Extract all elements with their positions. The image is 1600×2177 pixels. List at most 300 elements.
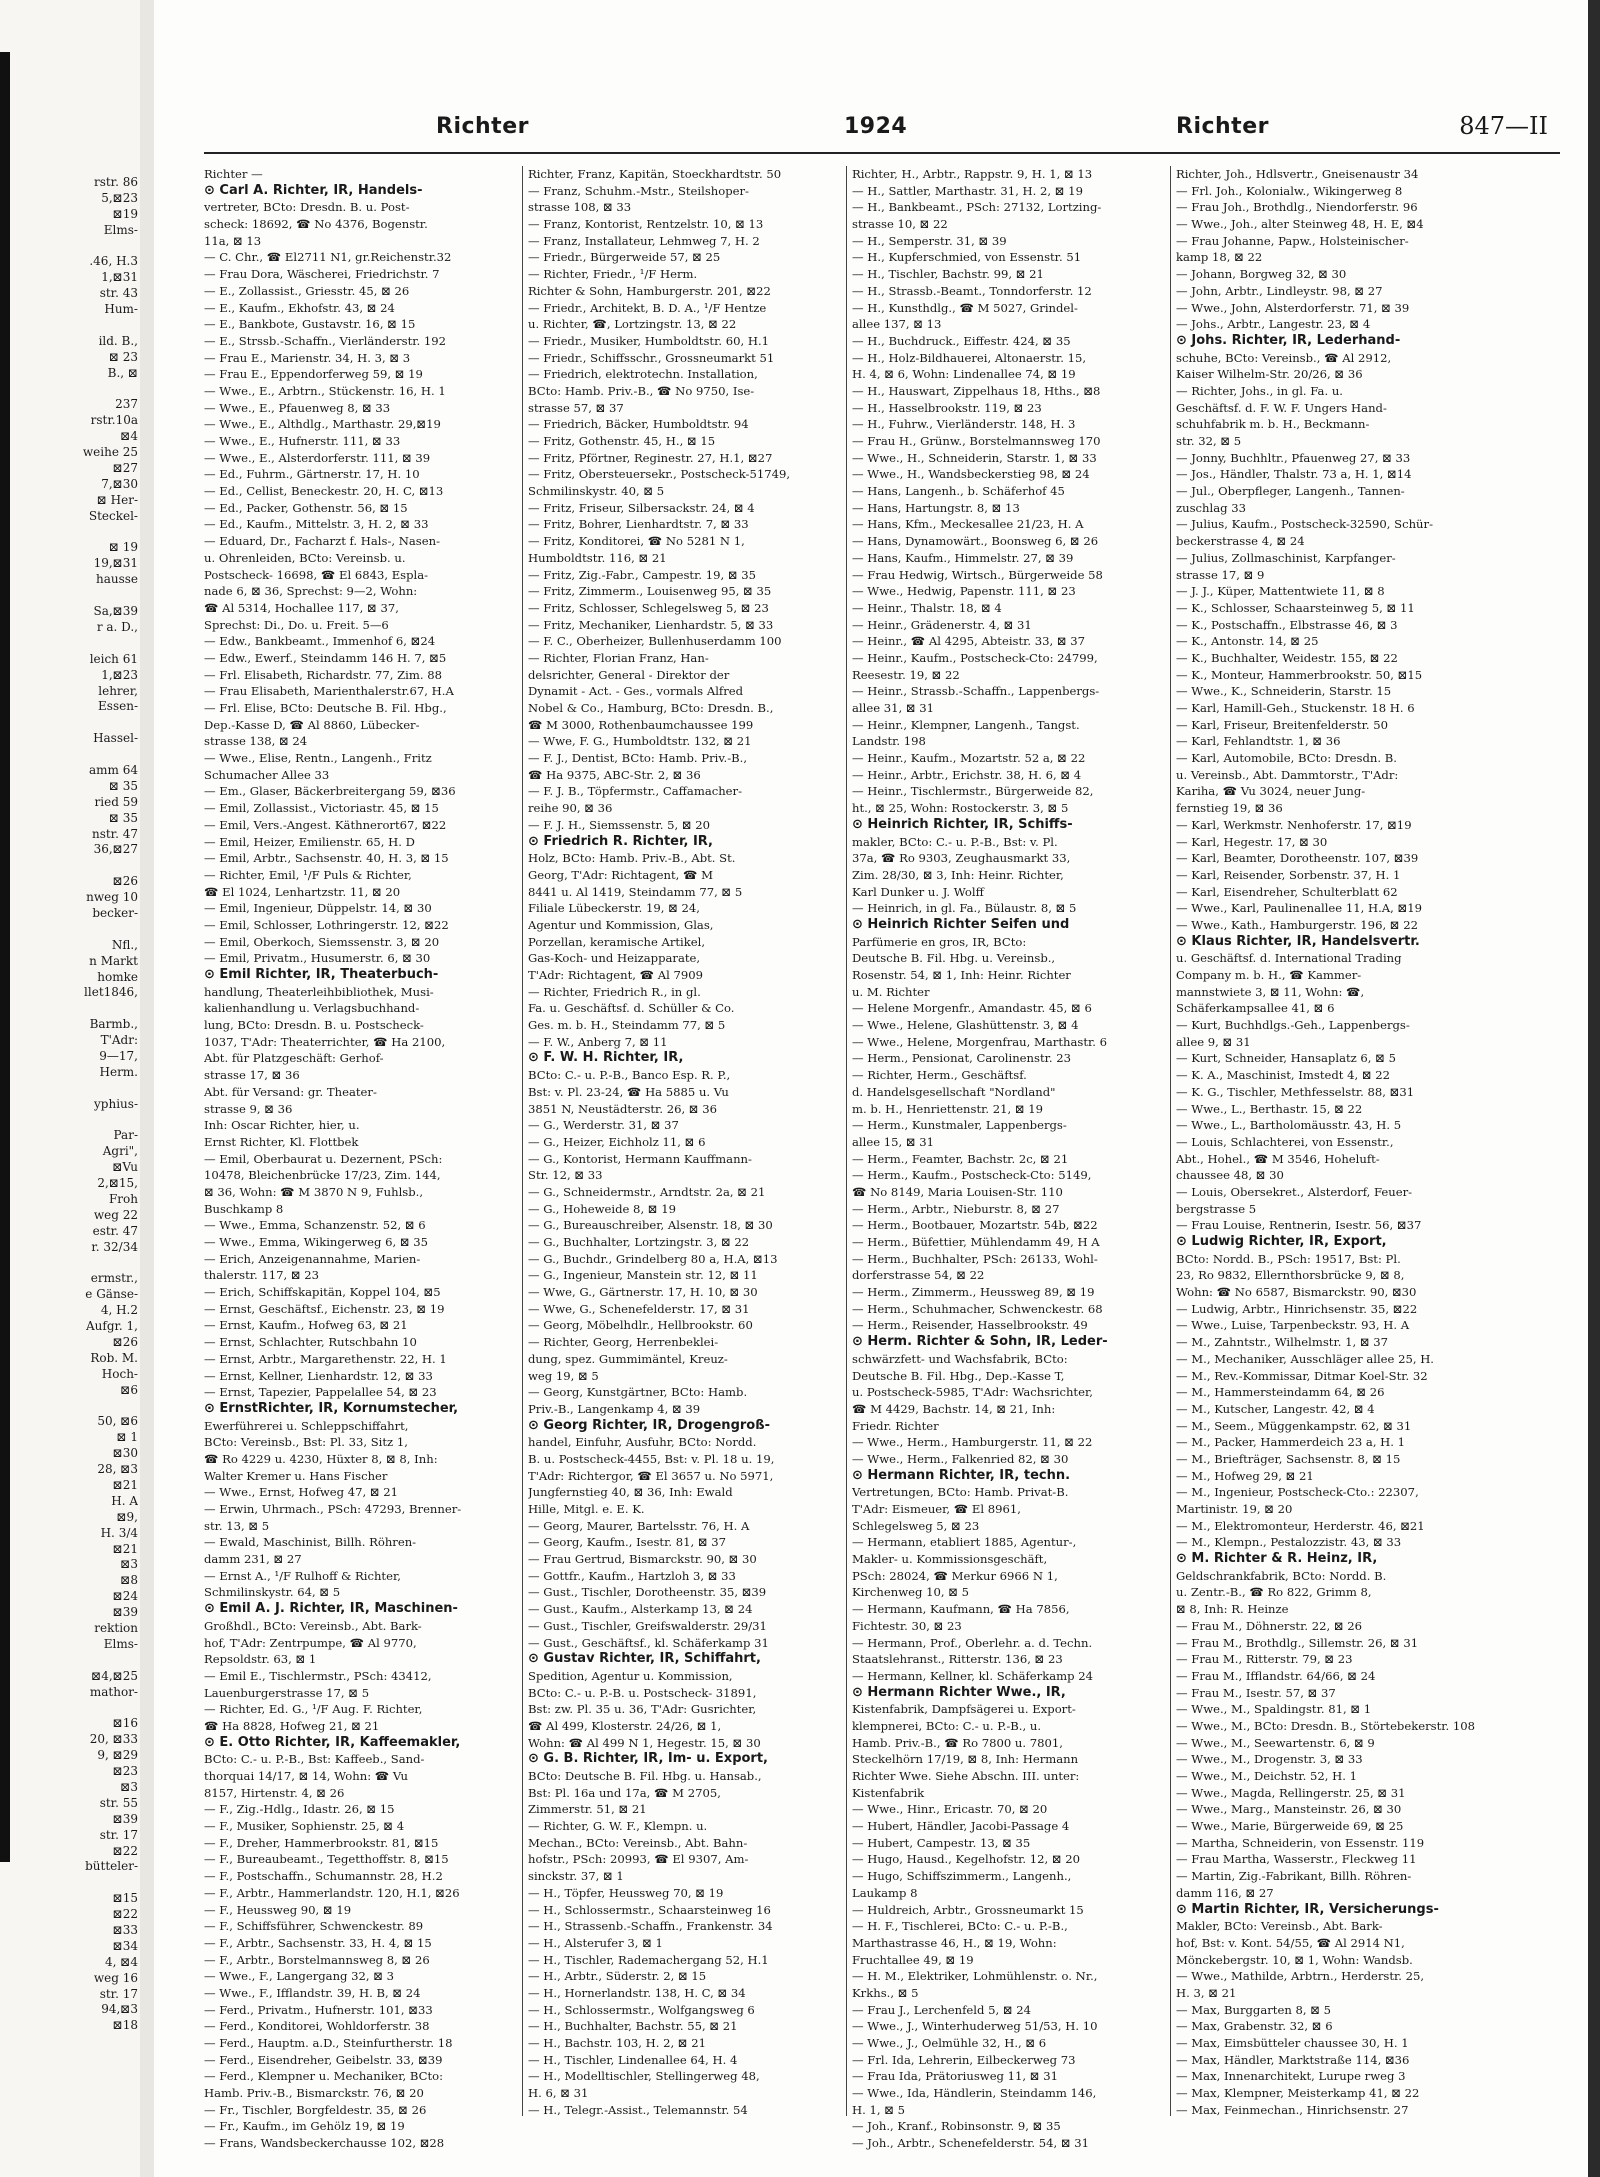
directory-entry-line: — Kurt, Buchhdlgs.-Geh., Lappenbergs- (1176, 1018, 1410, 1033)
directory-entry-line: hof, Bst: v. Kont. 54/55, ☎ Al 2914 N1, (1176, 1935, 1405, 1950)
directory-entry-line: allee 15, ⊠ 31 (852, 1134, 935, 1149)
directory-entry-line: strasse 17, ⊠ 9 (1176, 567, 1265, 582)
directory-entry-line: — H., Buchdruck., Eiffestr. 424, ⊠ 35 (852, 333, 1071, 348)
fragment-line: str. 17 (99, 1827, 138, 1842)
directory-entry-line: Vertretungen, BCto: Hamb. Privat-B. (852, 1485, 1069, 1500)
directory-entry-line: — M., Seem., Müggenkampstr. 62, ⊠ 31 (1176, 1418, 1412, 1433)
directory-entry-line: Kirchenweg 10, ⊠ 5 (852, 1585, 969, 1600)
directory-entry-line: — Wwe., F., Langergang 32, ⊠ 3 (204, 1969, 395, 1984)
directory-entry-line: u. Zentr.-B., ☎ Ro 822, Grimm 8, (1176, 1585, 1372, 1600)
directory-entry-line: ⊙ E. Otto Richter, IR, Kaffeemakler, (204, 1734, 461, 1750)
directory-entry-line: — H., Kupferschmied, von Essenstr. 51 (852, 250, 1082, 265)
fragment-line: Agri", (102, 1144, 138, 1159)
directory-entry-line: weg 19, ⊠ 5 (528, 1368, 599, 1383)
directory-entry-line: dung, spez. Gummimäntel, Kreuz- (528, 1351, 728, 1366)
directory-entry-line: — H., Strassenb.-Schaffn., Frankenstr. 34 (528, 1919, 773, 1934)
directory-entry-line: ⊙ Heinrich Richter Seifen und (852, 916, 1070, 932)
directory-entry-line: — Edw., Ewerf., Steindamm 146 H. 7, ⊠5 (204, 650, 447, 665)
directory-entry-line: — K., Antonstr. 14, ⊠ 25 (1176, 634, 1319, 649)
directory-entry-line: — Wwe., Mathilde, Arbtrn., Herderstr. 25, (1176, 1969, 1425, 1984)
running-header (206, 112, 1560, 148)
directory-entry-line: — Ernst, Kaufm., Hofweg 63, ⊠ 21 (204, 1318, 408, 1333)
directory-entry-line: — F., Arbtr., Borstelmannsweg 8, ⊠ 26 (204, 1952, 430, 1967)
directory-entry-line: — Frl. Elisabeth, Richardstr. 77, Zim. 88 (204, 667, 442, 682)
directory-entry-line: — H., Strassb.-Beamt., Tonndorferstr. 12 (852, 283, 1092, 298)
directory-entry-line: Buschkamp 8 (204, 1201, 284, 1216)
directory-entry-line: — Wwe., E., Hufnerstr. 111, ⊠ 33 (204, 434, 401, 448)
fragment-line: llet1846, (84, 985, 138, 1000)
fragment-line (8, 239, 138, 255)
directory-entry-line: — Frau Joh., Brothdlg., Niendorferstr. 96 (1176, 200, 1418, 215)
fragment-line: ⊠19 (112, 206, 138, 221)
directory-entry-line: — M., Klempn., Pestalozzistr. 43, ⊠ 33 (1176, 1535, 1402, 1550)
directory-entry-line: — Martin, Zig.-Fabrikant, Billh. Röhren- (1176, 1869, 1412, 1884)
directory-entry-line: — Karl, Werkmstr. Nenhoferstr. 17, ⊠19 (1176, 817, 1412, 832)
directory-entry-line: str. 13, ⊠ 5 (204, 1518, 270, 1533)
directory-entry-line: Schmilinskystr. 40, ⊠ 5 (528, 484, 665, 499)
directory-entry-line: 23, Ro 9832, Ellernthorsbrücke 9, ⊠ 8, (1176, 1268, 1405, 1283)
directory-entry-line: — F., Arbtr., Hammerlandstr. 120, H.1, ⊠26 (204, 1885, 460, 1900)
directory-entry-line: — Fritz, Pförtner, Reginestr. 27, H.1, ⊠27 (528, 450, 773, 465)
directory-entry-line: — Karl, Reisender, Sorbenstr. 37, H. 1 (1176, 867, 1401, 882)
directory-entry-line: Richter Wwe. Siehe Abschn. III. unter: (852, 1769, 1080, 1783)
column-4 (1176, 166, 1488, 2118)
directory-entry-line: — H., Tischler, Rademachergang 52, H.1 (528, 1952, 769, 1967)
fragment-line: ⊠26 (112, 1335, 138, 1350)
directory-entry-line: H. 4, ⊠ 6, Wohn: Lindenallee 74, ⊠ 19 (852, 367, 1076, 382)
fragment-line: 9—17, (99, 1048, 138, 1063)
directory-entry-line: — Herm., Büfettier, Mühlendamm 49, H A (852, 1235, 1100, 1249)
directory-entry-line: u. Geschäftsf. d. International Trading (1176, 951, 1402, 966)
directory-entry-line: ⊙ Emil Richter, IR, Theaterbuch- (204, 967, 439, 982)
directory-entry-line: Hamb. Priv.-B., Bismarckstr. 76, ⊠ 20 (204, 2086, 424, 2101)
fragment-line: ⊠15 (112, 1891, 138, 1906)
directory-entry-line: — Karl, Fehlandtstr. 1, ⊠ 36 (1176, 734, 1341, 749)
directory-entry-line: klempnerei, BCto: C.- u. P.-B., u. (852, 1718, 1042, 1733)
fragment-line: ermstr., (90, 1271, 138, 1286)
directory-entry-line: Holz, BCto: Hamb. Priv.-B., Abt. St. (528, 851, 736, 866)
fragment-line: ⊠34 (112, 1938, 138, 1953)
fragment-line: ⊠Vu (112, 1160, 138, 1175)
directory-entry-line: Schmilinskystr. 64, ⊠ 5 (204, 1585, 341, 1600)
fragment-line: weg 16 (93, 1970, 138, 1985)
directory-entry-line: u. Postscheck-5985, T'Adr: Wachsrichter, (852, 1385, 1093, 1400)
directory-entry-line: Zimmerstr. 51, ⊠ 21 (528, 1802, 647, 1817)
directory-entry-line: — Frl. Ida, Lehrerin, Eilbeckerweg 73 (852, 2052, 1076, 2067)
directory-entry-line: ⊙ Klaus Richter, IR, Handelsvertr. (1176, 933, 1420, 949)
directory-entry-line: — Frau E., Eppendorferweg 59, ⊠ 19 (204, 367, 423, 382)
directory-entry-line: — Richter, Johs., in gl. Fa. u. (1176, 383, 1343, 398)
directory-entry-line: — Gottfr., Kaufm., Hartzloh 3, ⊠ 33 (528, 1568, 736, 1583)
directory-entry-line: allee 137, ⊠ 13 (852, 317, 942, 332)
fragment-line (8, 1113, 138, 1129)
directory-entry-line: Kistenfabrik (852, 1785, 925, 1800)
directory-entry-line: ⊙ Carl A. Richter, IR, Handels- (204, 182, 423, 198)
directory-entry-line: fernstieg 19, ⊠ 36 (1176, 801, 1283, 816)
directory-entry-line: — Frau E., Marienstr. 34, H. 3, ⊠ 3 (204, 350, 411, 365)
header-right-name: Richter (1176, 114, 1269, 139)
directory-entry-line: — Fr., Kaufm., im Gehölz 19, ⊠ 19 (204, 2119, 405, 2134)
directory-entry-line: — Erich, Anzeigenannahme, Marien- (204, 1251, 421, 1266)
directory-entry-line: — Frau M., Ritterstr. 79, ⊠ 23 (1176, 1652, 1353, 1667)
directory-entry-line: — Ewald, Maschinist, Billh. Röhren- (204, 1535, 417, 1550)
directory-entry-line: — Emil, Arbtr., Sachsenstr. 40, H. 3, ⊠ 15 (204, 851, 449, 866)
fragment-line (8, 1653, 138, 1669)
directory-entry-line: — H., Schlossermstr., Wolfgangsweg 6 (528, 2002, 755, 2017)
fragment-line: ⊠21 (112, 1478, 138, 1493)
directory-entry-line: — Karl, Friseur, Breitenfelderstr. 50 (1176, 717, 1388, 732)
directory-entry-line: — Joh., Arbtr., Schenefelderstr. 54, ⊠ 31 (852, 2136, 1090, 2151)
fragment-line: ⊠4 (120, 429, 138, 444)
directory-entry-line: thalerstr. 117, ⊠ 23 (204, 1268, 320, 1283)
directory-entry-line: 8441 u. Al 1419, Steindamm 77, ⊠ 5 (528, 884, 743, 899)
directory-entry-line: 8157, Hirtenstr. 4, ⊠ 26 (204, 1785, 345, 1800)
directory-entry-line: — Hugo, Hausd., Kegelhofstr. 12, ⊠ 20 (852, 1852, 1081, 1867)
fragment-line: rstr.10a (90, 413, 138, 428)
directory-entry-line: — Kurt, Schneider, Hansaplatz 6, ⊠ 5 (1176, 1051, 1396, 1066)
directory-entry-line: — Emil, Vers.-Angest. Käthnerort67, ⊠22 (204, 817, 447, 832)
adjacent-page-fragment (0, 0, 142, 2177)
directory-entry-line: — Wwe., L., Berthastr. 15, ⊠ 22 (1176, 1101, 1363, 1116)
fragment-line: ⊠ Her- (96, 492, 138, 507)
directory-entry-line: — Frau J., Lerchenfeld 5, ⊠ 24 (852, 2002, 1031, 2017)
fragment-line: 28, ⊠3 (97, 1462, 138, 1477)
directory-entry-line: — Ernst, Geschäftsf., Eichenstr. 23, ⊠ 19 (204, 1301, 445, 1316)
directory-entry-line: — Hermann, Kellner, kl. Schäferkamp 24 (852, 1668, 1093, 1683)
directory-entry-line: Mechan., BCto: Vereinsb., Abt. Bahn- (528, 1835, 748, 1850)
fragment-line: 20, ⊠33 (89, 1732, 138, 1747)
directory-entry-line: ⊙ Georg Richter, IR, Drogengroß- (528, 1417, 770, 1433)
directory-entry-line: — Georg, Maurer, Bartelsstr. 76, H. A (528, 1518, 750, 1533)
fragment-line (8, 588, 138, 604)
directory-entry-line: Fruchtallee 49, ⊠ 19 (852, 1952, 974, 1967)
fragment-line: Hoch- (101, 1366, 138, 1381)
directory-entry-line: — Wwe., J., Winterhuderweg 51/53, H. 10 (852, 2019, 1098, 2034)
directory-entry-line: kamp 18, ⊠ 22 (1176, 250, 1263, 265)
directory-entry-line: ⊙ Johs. Richter, IR, Lederhand- (1176, 332, 1401, 348)
directory-entry-line: — F. C., Oberheizer, Bullenhuserdamm 100 (528, 634, 782, 649)
directory-entry-line: str. 32, ⊠ 5 (1176, 434, 1242, 448)
book-gutter (140, 0, 154, 2177)
directory-entry-line: — G., Buchhalter, Lortzingstr. 3, ⊠ 22 (528, 1235, 750, 1249)
directory-entry-line: Krkhs., ⊠ 5 (852, 1985, 919, 2000)
directory-entry-line: 10478, Bleichenbrücke 17/23, Zim. 144, (204, 1168, 441, 1183)
directory-entry-line: — H., Hauswart, Zippelhaus 18, Hths., ⊠8 (852, 383, 1101, 398)
directory-entry-line: — G., Werderstr. 31, ⊠ 37 (528, 1118, 679, 1133)
directory-entry-line: — Hermann, Kaufmann, ☎ Ha 7856, (852, 1602, 1070, 1617)
fragment-line: amm 64 (89, 762, 138, 777)
directory-entry-line: Schäferkampsallee 41, ⊠ 6 (1176, 1001, 1335, 1016)
directory-entry-line: Geschäftsf. d. F. W. F. Ungers Hand- (1176, 400, 1387, 415)
directory-entry-line: — Julius, Zollmaschinist, Karpfanger- (1176, 550, 1396, 565)
directory-entry-line: Reesestr. 19, ⊠ 22 (852, 667, 960, 682)
directory-entry-line: — Richter, Georg, Herrenbeklei- (528, 1335, 719, 1350)
directory-entry-line: — Herm., Kunstmaler, Lappenbergs- (852, 1118, 1067, 1133)
fragment-line: B., ⊠ (107, 365, 138, 380)
directory-entry-line: — Ernst, Kellner, Lienhardstr. 12, ⊠ 33 (204, 1368, 433, 1383)
directory-entry-line: Großhdl., BCto: Vereinsb., Abt. Bark- (204, 1618, 422, 1633)
header-rule (204, 152, 1560, 154)
directory-entry-line: — Wwe., Hedwig, Papenstr. 111, ⊠ 23 (852, 584, 1076, 599)
directory-entry-line: Dep.-Kasse D, ☎ Al 8860, Lübecker- (204, 717, 420, 732)
directory-entry-line: — F., Heussweg 90, ⊠ 19 (204, 1902, 352, 1917)
directory-entry-line: — Max, Eimsbütteler chaussee 30, H. 1 (1176, 2036, 1409, 2050)
directory-entry-line: m. b. H., Henriettenstr. 21, ⊠ 19 (852, 1101, 1044, 1116)
directory-entry-line: — K., Monteur, Hammerbrookstr. 50, ⊠15 (1176, 667, 1423, 682)
fragment-line: ⊠3 (120, 1557, 138, 1572)
column-1 (204, 166, 516, 2152)
directory-entry-line: — Emil, Oberkoch, Siemssenstr. 3, ⊠ 20 (204, 934, 440, 949)
fragment-line: Hassel- (93, 731, 138, 746)
directory-entry-line: u. Richter, ☎, Lortzingstr. 13, ⊠ 22 (528, 317, 737, 332)
directory-entry-line: — Frau Hedwig, Wirtsch., Bürgerweide 58 (852, 567, 1103, 582)
directory-entry-line: — G., Ingenieur, Manstein str. 12, ⊠ 11 (528, 1268, 758, 1283)
directory-entry-line: damm 231, ⊠ 27 (204, 1552, 302, 1567)
directory-entry-line: — Frau M., Ifflandstr. 64/66, ⊠ 24 (1176, 1668, 1376, 1683)
fragment-line (8, 1001, 138, 1017)
directory-entry-line: T'Adr: Richtergor, ☎ El 3657 u. No 5971, (528, 1468, 774, 1483)
directory-entry-line: — Herm., Zimmerm., Heussweg 89, ⊠ 19 (852, 1285, 1095, 1300)
directory-entry-line: — Max, Händler, Marktstraße 114, ⊠36 (1176, 2052, 1410, 2067)
fragment-line: Nfl., (111, 937, 138, 952)
directory-entry-line: — Herm., Arbtr., Nieburstr. 8, ⊠ 27 (852, 1201, 1060, 1216)
directory-entry-line: T'Adr: Eismeuer, ☎ El 8961, (852, 1502, 1021, 1516)
fragment-line: weg 22 (93, 1207, 138, 1222)
fragment-line: ried 59 (94, 794, 138, 809)
directory-entry-line: — F., Schiffsführer, Schwenckestr. 89 (204, 1919, 424, 1934)
directory-entry-line: Georg, T'Adr: Richtagent, ☎ M (528, 867, 714, 882)
fragment-line (8, 382, 138, 398)
directory-entry-line: Richter & Sohn, Hamburgerstr. 201, ⊠22 (528, 283, 771, 298)
directory-entry-line: BCto: C.- u. P.-B., Bst: Kaffeeb., Sand- (204, 1752, 425, 1767)
directory-entry-line: — Frans, Wandsbeckerchausse 102, ⊠28 (204, 2136, 445, 2151)
directory-entry-line: 11a, ⊠ 13 (204, 233, 262, 248)
directory-entry-line: — H., Fuhrw., Vierländerstr. 148, H. 3 (852, 417, 1076, 432)
directory-entry-line: — Fritz, Bohrer, Lienhardtstr. 7, ⊠ 33 (528, 517, 749, 532)
directory-entry-line: — Heinr., Kaufm., Postscheck-Cto: 24799, (852, 650, 1098, 665)
directory-entry-line: vertreter, BCto: Dresdn. B. u. Post- (204, 200, 410, 215)
directory-entry-line: — Heinr., Tischlermstr., Bürgerweide 82, (852, 784, 1094, 799)
directory-entry-line: — Frau Louise, Rentnerin, Isestr. 56, ⊠37 (1176, 1218, 1422, 1233)
directory-entry-line: — Herm., Feamter, Bachstr. 2c, ⊠ 21 (852, 1151, 1069, 1166)
directory-entry-line: Kariha, ☎ Vu 3024, neuer Jung- (1176, 784, 1366, 799)
directory-entry-line: — Wwe., E., Arbtrn., Stückenstr. 16, H. 1 (204, 383, 446, 398)
directory-entry-line: — Gust., Geschäftsf., kl. Schäferkamp 31 (528, 1635, 769, 1650)
fragment-line: Rob. M. (90, 1350, 138, 1365)
directory-entry-line: scheck: 18692, ☎ No 4376, Bogenstr. (204, 217, 428, 232)
directory-entry-line: — Wwe., Helene, Glashüttenstr. 3, ⊠ 4 (852, 1018, 1079, 1033)
directory-entry-line: T'Adr: Richtagent, ☎ Al 7909 (528, 968, 703, 982)
header-left-name: Richter (436, 114, 529, 139)
fragment-line: 94,⊠3 (101, 2002, 138, 2017)
fragment-line: Elms- (103, 1636, 138, 1651)
directory-entry-line: — Herm., Buchhalter, PSch: 26133, Wohl- (852, 1251, 1098, 1266)
directory-entry-line: u. M. Richter (852, 984, 930, 999)
fragment-line: ⊠30 (112, 1446, 138, 1461)
directory-entry-line: — Frau H., Grünw., Borstelmannsweg 170 (852, 434, 1101, 448)
directory-entry-line: — H., Hasselbrookstr. 119, ⊠ 23 (852, 400, 1042, 415)
fragment-line (8, 715, 138, 731)
directory-entry-line: — Ernst A., ¹/F Rulhoff & Richter, (204, 1568, 401, 1583)
directory-entry-line: BCto: C.- u. P.-B. u. Postscheck- 31891, (528, 1685, 757, 1700)
directory-entry-line: — H., Schlossermstr., Schaarsteinweg 16 (528, 1902, 771, 1917)
directory-entry-line: — Johs., Arbtr., Langestr. 23, ⊠ 4 (1176, 317, 1371, 332)
directory-entry-line: — F. J. H., Siemssenstr. 5, ⊠ 20 (528, 817, 711, 832)
directory-page (154, 0, 1600, 2177)
fragment-line: ⊠8 (120, 1573, 138, 1588)
directory-entry-line: — John, Arbtr., Lindleystr. 98, ⊠ 27 (1176, 283, 1383, 298)
directory-entry-line: Fichtestr. 30, ⊠ 23 (852, 1618, 962, 1633)
directory-entry-line: Company m. b. H., ☎ Kammer- (1176, 968, 1362, 982)
fragment-line: ⊠18 (112, 2018, 138, 2033)
directory-entry-line: lung, BCto: Dresdn. B. u. Postscheck- (204, 1018, 424, 1033)
directory-entry-line: Marthastrasse 46, H., ⊠ 19, Wohn: (852, 1935, 1057, 1950)
fragment-line: ⊠ 1 (116, 1430, 138, 1445)
directory-entry-line: — Edw., Bankbeamt., Immenhof 6, ⊠24 (204, 634, 436, 649)
directory-entry-line: — Georg, Möbelhdlr., Hellbrookstr. 60 (528, 1318, 753, 1333)
directory-entry-line: — Hugo, Schiffszimmerm., Langenh., (852, 1869, 1072, 1884)
directory-entry-line: Str. 12, ⊠ 33 (528, 1168, 603, 1183)
directory-entry-line: Filiale Lübeckerstr. 19, ⊠ 24, (528, 901, 700, 916)
directory-entry-line: — Gust., Tischler, Dorotheenstr. 35, ⊠39 (528, 1585, 767, 1600)
directory-entry-line: — Emil E., Tischlermstr., PSch: 43412, (204, 1668, 432, 1683)
directory-entry-line: hof, T'Adr: Zentrpumpe, ☎ Al 9770, (204, 1635, 417, 1650)
directory-entry-line: ⊙ Herm. Richter & Sohn, IR, Leder- (852, 1334, 1108, 1350)
directory-entry-line: — Julius, Kaufm., Postscheck-32590, Schür- (1176, 517, 1433, 532)
directory-entry-line: kalienhandlung u. Verlagsbuchhand- (204, 1001, 420, 1016)
column-divider (1170, 166, 1171, 2116)
directory-entry-line: bergstrasse 5 (1176, 1201, 1257, 1216)
directory-entry-line: ⊙ Gustav Richter, IR, Schiffahrt, (528, 1651, 761, 1667)
directory-entry-line: H. 1, ⊠ 5 (852, 2102, 906, 2117)
directory-entry-line: — Johann, Borgweg 32, ⊠ 30 (1176, 267, 1347, 282)
directory-entry-line: ht., ⊠ 25, Wohn: Rostockerstr. 3, ⊠ 5 (852, 801, 1069, 816)
directory-entry-line: — Hermann, Prof., Oberlehr. a. d. Techn. (852, 1635, 1093, 1650)
fragment-line: e Gänse- (85, 1287, 138, 1302)
directory-entry-line: mannstwiete 3, ⊠ 11, Wohn: ☎, (1176, 984, 1365, 999)
directory-entry-line: Walter Kremer u. Hans Fischer (204, 1468, 388, 1483)
directory-entry-line: — Hans, Kfm., Meckesallee 21/23, H. A (852, 517, 1084, 532)
fragment-line: Par- (113, 1128, 138, 1143)
directory-entry-line: ⊙ G. B. Richter, IR, Im- u. Export, (528, 1751, 768, 1767)
fragment-line: r a. D., (96, 619, 138, 634)
directory-entry-line: hofstr., PSch: 20993, ☎ El 9307, Am- (528, 1852, 749, 1867)
directory-entry-line: — M., Hammersteindamm 64, ⊠ 26 (1176, 1385, 1385, 1400)
directory-entry-line: — Wwe., E., Pfauenweg 8, ⊠ 33 (204, 400, 391, 415)
directory-entry-line: — Louis, Obersekret., Alsterdorf, Feuer- (1176, 1184, 1413, 1199)
directory-entry-line: — Fritz, Konditorei, ☎ No 5281 N 1, (528, 534, 745, 549)
directory-entry-line: — Frau M., Isestr. 57, ⊠ 37 (1176, 1685, 1336, 1700)
directory-entry-line: — Heinr., Strassb.-Schaffn., Lappenbergs- (852, 684, 1100, 699)
fragment-line (8, 1256, 138, 1272)
directory-entry-line: H. 6, ⊠ 31 (528, 2086, 589, 2101)
directory-entry-line: — Heinr., Thalstr. 18, ⊠ 4 (852, 600, 1002, 615)
directory-entry-line: — Emil, Privatm., Husumerstr. 6, ⊠ 30 (204, 951, 431, 966)
directory-entry-line: — Huldreich, Arbtr., Grossneumarkt 15 (852, 1902, 1084, 1917)
directory-entry-line: — E., Zollassist., Griesstr. 45, ⊠ 26 (204, 283, 410, 298)
directory-entry-line: BCto: Vereinsb., Bst: Pl. 33, Sitz 1, (204, 1435, 408, 1450)
directory-entry-line: — Hans, Dynamowärt., Boonsweg 6, ⊠ 26 (852, 534, 1099, 549)
directory-entry-line: — Wwe., Magda, Rellingerstr. 25, ⊠ 31 (1176, 1785, 1406, 1800)
directory-entry-line: Spedition, Agentur u. Kommission, (528, 1668, 733, 1683)
directory-entry-line: Richter, H., Arbtr., Rappstr. 9, H. 1, ⊠ 13 (852, 167, 1093, 181)
fragment-line: r. 32/34 (91, 1239, 138, 1254)
directory-entry-line: — H., Buchhalter, Bachstr. 55, ⊠ 21 (528, 2019, 738, 2034)
directory-entry-line: — H., Bankbeamt., PSch: 27132, Lortzing- (852, 200, 1102, 215)
directory-entry-line: — Wwe., Herm., Falkenried 82, ⊠ 30 (852, 1451, 1069, 1466)
directory-entry-line: Abt. für Platzgeschäft: Gerhof- (204, 1051, 384, 1066)
directory-entry-line: — Emil, Oberbaurat u. Dezernent, PSch: (204, 1151, 443, 1166)
directory-entry-line: — E., Strssb.-Schaffn., Vierländerstr. 192 (204, 333, 447, 348)
directory-entry-line: BCto: C.- u. P.-B., Banco Esp. R. P., (528, 1068, 731, 1083)
directory-entry-line: — F. J., Dentist, BCto: Hamb. Priv.-B., (528, 751, 748, 766)
directory-entry-line: — Fritz, Zimmerm., Louisenweg 95, ⊠ 35 (528, 584, 772, 599)
directory-entry-line: — Frau Ida, Prätoriusweg 11, ⊠ 31 (852, 2069, 1058, 2084)
directory-entry-line: reihe 90, ⊠ 36 (528, 801, 613, 816)
directory-entry-line: — H., Hornerlandstr. 138, H. C, ⊠ 34 (528, 1985, 746, 2000)
directory-entry-line: BCto: Nordd. B., PSch: 19517, Bst: Pl. (1176, 1251, 1401, 1266)
directory-entry-line: Richter — (204, 167, 263, 181)
directory-entry-line: — Hans, Kaufm., Himmelstr. 27, ⊠ 39 (852, 550, 1074, 565)
directory-entry-line: Geldschrankfabrik, BCto: Nordd. B. (1176, 1568, 1387, 1583)
directory-entry-line: — Friedr., Schiffsschr., Grossneumarkt 51 (528, 350, 775, 365)
directory-entry-line: — Friedr., Musiker, Humboldtstr. 60, H.1 (528, 333, 770, 348)
directory-entry-line: — Max, Klempner, Meisterkamp 41, ⊠ 22 (1176, 2086, 1420, 2101)
fragment-line: Aufgr. 1, (85, 1319, 138, 1334)
directory-entry-line: Deutsche B. Fil. Hbg. u. Vereinsb., (852, 951, 1056, 966)
directory-entry-line: Kistenfabrik, Dampfsägerei u. Export- (852, 1702, 1076, 1717)
directory-entry-line: — Wwe., Emma, Wikingerweg 6, ⊠ 35 (204, 1235, 429, 1249)
fragment-line: mathor- (89, 1684, 138, 1699)
directory-entry-line: BCto: Hamb. Priv.-B., ☎ No 9750, Ise- (528, 383, 755, 398)
page-edge (1588, 0, 1600, 2177)
fragment-line: 4, H.2 (100, 1303, 138, 1318)
directory-entry-line: — F., Musiker, Sophienstr. 25, ⊠ 4 (204, 1819, 405, 1834)
fragment-line: ⊠39 (112, 1811, 138, 1826)
fragment-line: ⊠4,⊠25 (91, 1668, 138, 1683)
directory-entry-line: — M., Elektromonteur, Herderstr. 46, ⊠21 (1176, 1518, 1425, 1533)
directory-entry-line: — H., Alsterufer 3, ⊠ 1 (528, 1935, 663, 1950)
fragment-line: ⊠22 (112, 1843, 138, 1858)
directory-entry-line: allee 31, ⊠ 31 (852, 701, 935, 715)
fragment-line: str. 17 (99, 1986, 138, 2001)
directory-entry-line: Wohn: ☎ Al 499 N 1, Hegestr. 15, ⊠ 30 (528, 1735, 761, 1750)
fragment-line: estr. 47 (92, 1223, 138, 1238)
fragment-line: str. 43 (99, 286, 138, 301)
directory-entry-line: — Wwe., Helene, Morgenfrau, Marthastr. 6 (852, 1034, 1107, 1049)
fragment-line: n Markt (89, 953, 138, 968)
directory-entry-line: PSch: 28024, ☎ Merkur 6966 N 1, (852, 1568, 1058, 1583)
directory-entry-line: ⊙ F. W. H. Richter, IR, (528, 1050, 684, 1066)
directory-entry-line: — M., Ingenieur, Postscheck-Cto.: 22307, (1176, 1485, 1419, 1500)
directory-entry-line: Laukamp 8 (852, 1885, 918, 1900)
directory-entry-line: — Herm., Bootbauer, Mozartstr. 54b, ⊠22 (852, 1218, 1098, 1233)
directory-entry-line: chaussee 48, ⊠ 30 (1176, 1168, 1284, 1183)
directory-entry-line: Porzellan, keramische Artikel, (528, 934, 706, 949)
directory-entry-line: dorferstrasse 54, ⊠ 22 (852, 1268, 985, 1283)
directory-entry-line: — Emil, Ingenieur, Düppelstr. 14, ⊠ 30 (204, 901, 432, 916)
directory-entry-line: ☎ No 8149, Maria Louisen-Str. 110 (852, 1184, 1063, 1199)
directory-entry-line: strasse 17, ⊠ 36 (204, 1068, 300, 1083)
directory-entry-line: — H., Tischler, Lindenallee 64, H. 4 (528, 2052, 738, 2067)
directory-entry-line: — Karl, Hamill-Geh., Stuckenstr. 18 H. 6 (1176, 701, 1415, 715)
directory-entry-line: B. u. Postscheck-4455, Bst: v. Pl. 18 u. 19, (528, 1451, 775, 1466)
fragment-line: ⊠3 (120, 1779, 138, 1794)
directory-entry-line: — Max, Grabenstr. 32, ⊠ 6 (1176, 2019, 1333, 2034)
fragment-line: Froh (108, 1192, 138, 1206)
directory-entry-line: — Wwe, G., Schenefelderstr. 17, ⊠ 31 (528, 1301, 750, 1316)
directory-entry-line: — Wwe., M., BCto: Dresdn. B., Störtebekerstr. 108 (1176, 1718, 1476, 1733)
